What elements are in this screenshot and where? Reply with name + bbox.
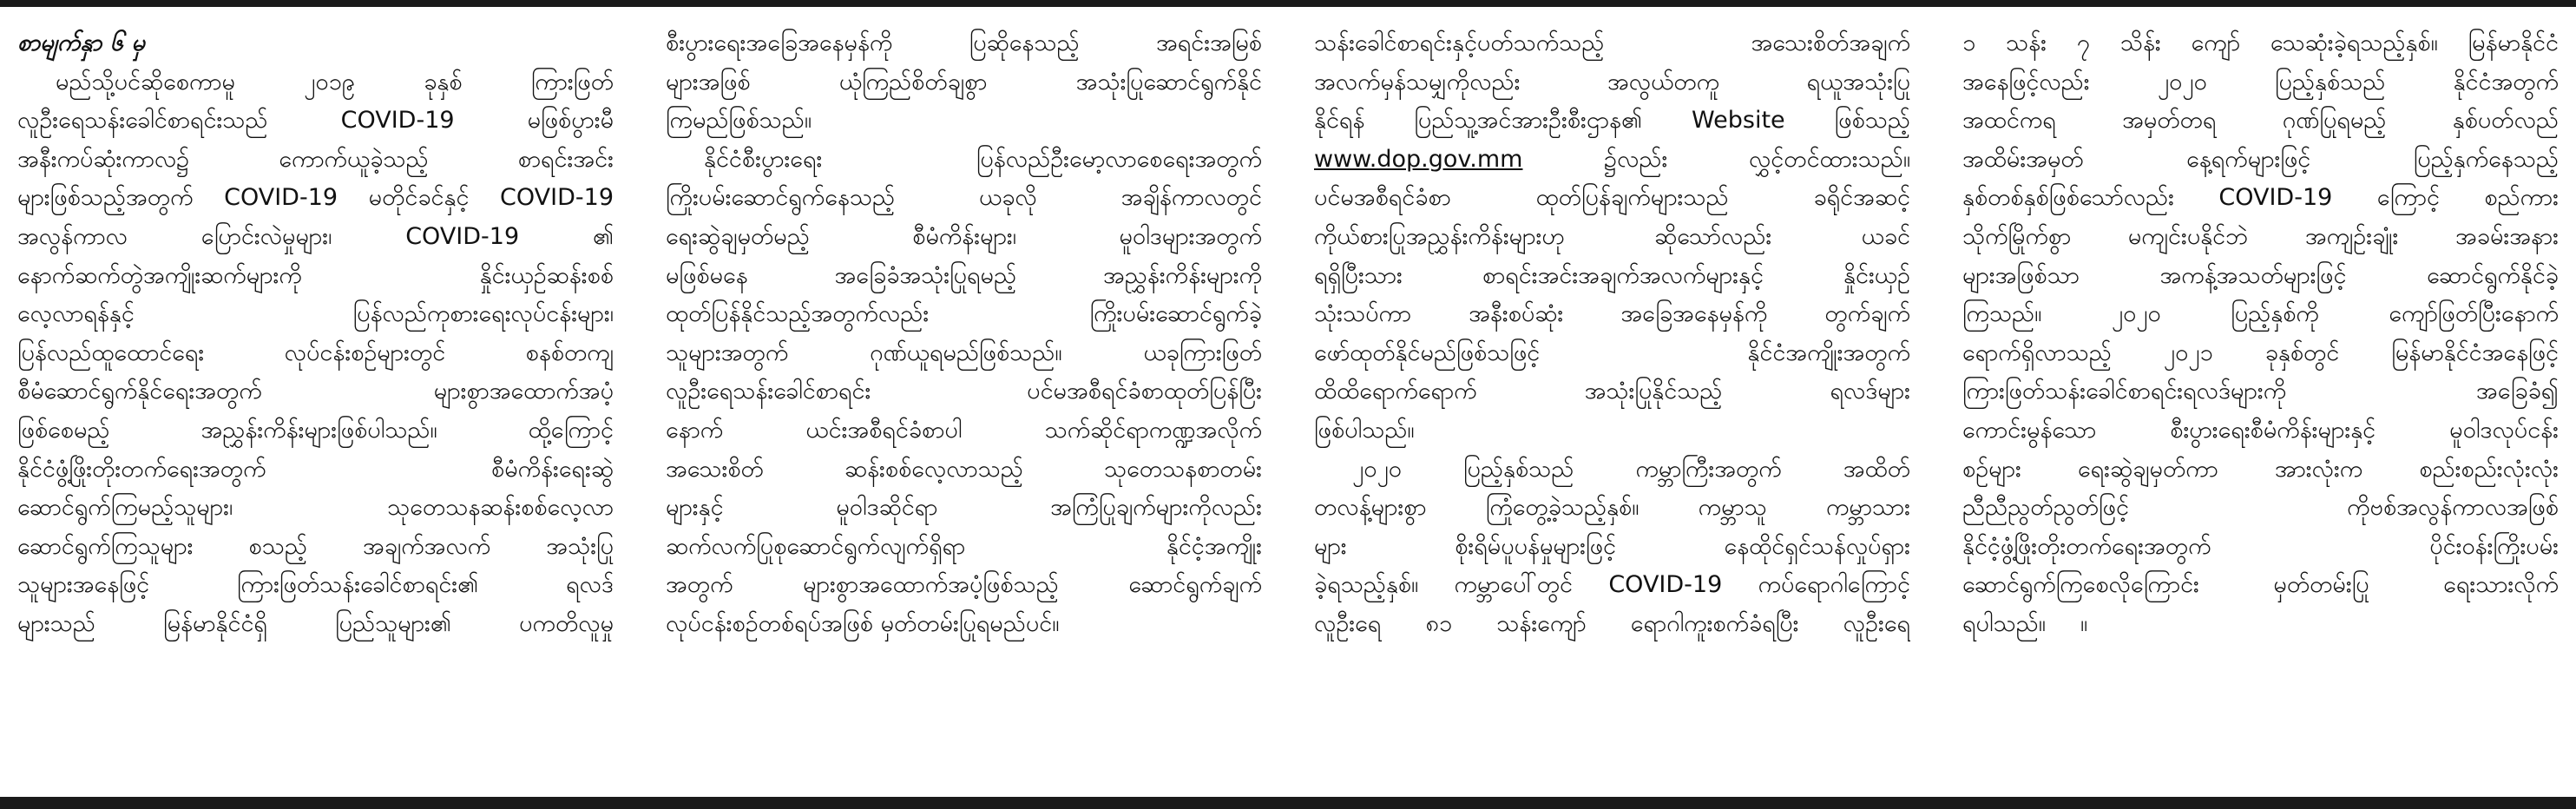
text-line: များသည် မြန်မာနိုင်ငံရှိ ပြည်သူများ၏ ပကတိလူမှု: [17, 609, 614, 637]
text-line: လေ့လာရန်နှင့် ပြန်လည်ကုစားရေးလုပ်ငန်းများ၊: [17, 300, 614, 328]
end-mark: ။: [2080, 609, 2088, 637]
text-line: များ စိုးရိမ်ပူပန်မှုများဖြင့် နေထိုင်ရှင်သန်လှုပ်ရှား: [1314, 532, 1910, 560]
text-line: ကြမည်ဖြစ်သည်။: [666, 107, 812, 135]
text-line: အထင်ကရ အမှတ်တရ ဂုဏ်ပြုရမည့် နှစ်ပတ်လည်: [1962, 107, 2559, 135]
top-rule: [0, 0, 2576, 7]
text-line: ညီညီညွတ်ညွတ်ဖြင့် ကိုဗစ်အလွန်ကာလအဖြစ်: [1962, 494, 2559, 522]
text-line: လူဦးရေ ၈၁ သန်းကျော် ရောဂါကူးစက်ခံရပြီး လူဦးရေ: [1314, 609, 1910, 637]
text-line: နိုင်ငံဖွံ့ဖြိုးတိုးတက်ရေးအတွက် စီမံကိန်းရေးဆွဲ: [17, 455, 614, 483]
text-line: များအဖြစ်သာ အကန့်အသတ်များဖြင့် ဆောင်ရွက်နိုင်ခဲ့: [1962, 261, 2559, 289]
text-line: ရရှိပြီးသား စာရင်းအင်းအချက်အလက်များနှင့် နှိုင်းယှဉ်: [1314, 261, 1910, 289]
text-line: ဖြစ်ပါသည်။: [1314, 416, 1415, 444]
text-line: လုပ်ငန်းစဉ်တစ်ရပ်အဖြစ် မှတ်တမ်းပြုရမည်ပင်။: [666, 609, 1060, 637]
text-line: ကိုယ်စားပြုအညွှန်းကိန်းများဟု ဆိုသော်လည်း ယခင်: [1314, 222, 1910, 250]
text-line: ပင်မအစီရင်ခံစာ ထုတ်ပြန်ချက်များသည် ခရိုင်အဆင့်: [1314, 184, 1910, 212]
text-line: မဖြစ်မနေ အခြေခံအသုံးပြုရမည့် အညွှန်းကိန်းများကို: [666, 261, 1262, 289]
text-line: ၂၀၂၀ ပြည့်နှစ်သည် ကမ္ဘာကြီးအတွက် အထိတ်: [1352, 455, 1910, 483]
text-line: နောက် ယင်းအစီရင်ခံစာပါ သက်ဆိုင်ရာကဏ္ဍအလိုက်: [666, 416, 1262, 444]
text-line: များဖြစ်သည့်အတွက် COVID-19 မတိုင်ခင်နှင့် COVID-19: [17, 184, 614, 212]
text-line: ထုတ်ပြန်နိုင်သည့်အတွက်လည်း ကြိုးပမ်းဆောင်ရွက်ခဲ့: [666, 300, 1262, 328]
text-line: ဆောင်ရွက်ကြသူများ စသည့် အချက်အလက် အသုံးပြု: [17, 532, 614, 560]
text-line: အလက်မှန်သမျှကိုလည်း အလွယ်တကူ ရယူအသုံးပြု: [1314, 68, 1910, 95]
text-line: ကြသည်။ ၂၀၂၀ ပြည့်နှစ်ကို ကျော်ဖြတ်ပြီးနောက်: [1962, 300, 2559, 328]
text-line: ကြိုးပမ်းဆောင်ရွက်နေသည့် ယခုလို အချိန်ကာလတွင်: [666, 184, 1262, 212]
text-line: နိုင်ငံ့ဖွံ့ဖြိုးတိုးတက်ရေးအတွက် ပိုင်းဝန်းကြိုးပမ်း: [1962, 532, 2559, 560]
text-line: သန်းခေါင်စာရင်းနှင့်ပတ်သက်သည့် အသေးစိတ်အချက်: [1314, 30, 1910, 56]
text-line: အနီးကပ်ဆုံးကာလ၌ ကောက်ယူခဲ့သည့် စာရင်းအင်း: [17, 145, 614, 173]
text-line-tail: ၌လည်း လွှင့်တင်ထားသည်။: [1604, 145, 1910, 173]
text-line: ၁ သန်း ၇ သိန်း ကျော် သေဆုံးခဲ့ရသည့်နှစ်။ မြန်မာနိုင်ငံ: [1962, 30, 2559, 56]
continued-from-label: စာမျက်နှာ ၆ မှ: [17, 30, 145, 56]
text-line: အလွန်ကာလ ပြောင်းလဲမှုများ၊ COVID-19 ၏: [17, 222, 614, 250]
text-line: အနေဖြင့်လည်း ၂၀၂၀ ပြည့်နှစ်သည် နိုင်ငံအတွက်: [1962, 68, 2559, 95]
text-line: အထိမ်းအမှတ် နေ့ရက်များဖြင့် ပြည့်နှက်နေသည့်: [1962, 145, 2559, 173]
website-link[interactable]: www.dop.gov.mm: [1314, 145, 1523, 173]
text-line: နိုင်ရန် ပြည်သူ့အင်အားဦးစီးဌာန၏ Website ဖြစ်သည့်: [1314, 107, 1910, 135]
text-line: သိုက်မြိုက်စွာ မကျင်းပနိုင်ဘဲ အကျဉ်းချုံး အခမ်းအနား: [1962, 222, 2559, 250]
text-line: လူဦးရေသန်းခေါင်စာရင်းသည် COVID-19 မဖြစ်ပွားမီ: [17, 107, 614, 135]
website-line: [1314, 141, 1910, 180]
text-line: ကောင်းမွန်သော စီးပွားရေးစီမံကိန်းများနှင့် မူဝါဒလုပ်ငန်း: [1962, 416, 2559, 444]
text-line: ပြန်လည်ထူထောင်ရေး လုပ်ငန်းစဉ်များတွင် စနစ်တကျ: [17, 339, 614, 366]
text-line: အသေးစိတ် ဆန်းစစ်လေ့လာသည့် သုတေသနစာတမ်း: [666, 455, 1262, 483]
text-line: ဖြစ်စေမည့် အညွှန်းကိန်းများဖြစ်ပါသည်။ ထို့ကြောင့်: [17, 416, 614, 444]
text-line: ဖော်ထုတ်နိုင်မည်ဖြစ်သဖြင့် နိုင်ငံအကျိုးအတွက်: [1314, 339, 1910, 366]
text-line: ဆောင်ရွက်ကြစေလိုကြောင်း မှတ်တမ်းပြု ရေးသားလိုက်: [1962, 571, 2559, 599]
article-column-1: [17, 24, 614, 786]
text-line: များနှင့် မူဝါဒဆိုင်ရာ အကြံပြုချက်များကိုလည်း: [666, 494, 1262, 522]
article-column-4: [1962, 24, 2559, 786]
text-line: ရေးဆွဲချမှတ်မည့် စီမံကိန်းများ၊ မူဝါဒများအတွက်: [666, 222, 1262, 250]
text-line: စဉ်များ ရေးဆွဲချမှတ်ကာ အားလုံးက စည်းစည်းလုံးလုံး: [1962, 455, 2559, 483]
text-line: အတွက် များစွာအထောက်အပံ့ဖြစ်သည့် ဆောင်ရွက်ချက်: [666, 571, 1262, 599]
text-line: စီမံဆောင်ရွက်နိုင်ရေးအတွက် များစွာအထောက်အပံ့: [17, 378, 614, 405]
text-line: ထိထိရောက်ရောက် အသုံးပြုနိုင်သည့် ရလဒ်များ: [1314, 378, 1910, 405]
text-line: ခဲ့ရသည့်နှစ်။ ကမ္ဘာပေါ်တွင် COVID-19 ကပ်ရောဂါကြောင့်: [1314, 571, 1910, 599]
text-line: နှစ်တစ်နှစ်ဖြစ်သော်လည်း COVID-19 ကြောင့် စည်ကား: [1962, 184, 2559, 212]
text-line: ရပါသည်။: [1962, 609, 2046, 637]
text-line: လူဦးရေသန်းခေါင်စာရင်း ပင်မအစီရင်ခံစာထုတ်ပြန်ပြီး: [666, 378, 1262, 405]
text-line: နောက်ဆက်တွဲအကျိုးဆက်များကို နှိုင်းယှဉ်ဆန်းစစ်: [17, 261, 614, 289]
text-line: သူများအနေဖြင့် ကြားဖြတ်သန်းခေါင်စာရင်း၏ ရလဒ်: [17, 571, 614, 599]
text-line: စီးပွားရေးအခြေအနေမှန်ကို ပြဆိုနေသည့် အရင်းအမြစ်: [666, 30, 1262, 56]
text-line: ဆောင်ရွက်ကြမည့်သူများ၊ သုတေသနဆန်းစစ်လေ့လာ: [17, 494, 614, 522]
text-line: ဆက်လက်ပြုစုဆောင်ရွက်လျက်ရှိရာ နိုင်ငံ့အကျိုး: [666, 532, 1262, 560]
article-columns: [17, 24, 2559, 786]
text-line: သုံးသပ်ကာ အနီးစပ်ဆုံး အခြေအနေမှန်ကို တွက်ချက်: [1314, 300, 1910, 328]
article-column-2: [666, 24, 1262, 786]
text-line: ကြားဖြတ်သန်းခေါင်စာရင်းရလဒ်များကို အခြေခံ၍: [1962, 378, 2559, 405]
article-column-3: [1314, 24, 1910, 786]
text-line: မည်သို့ပင်ဆိုစေကာမူ ၂၀၁၉ ခုနှစ် ကြားဖြတ်: [56, 68, 614, 95]
closing-line: [1962, 605, 2559, 644]
text-line: ရောက်ရှိလာသည့် ၂၀၂၁ ခုနှစ်တွင် မြန်မာနိုင်ငံအနေဖြင့်: [1962, 339, 2559, 366]
text-line: နိုင်ငံစီးပွားရေး ပြန်လည်ဦးမော့လာစေရေးအတွက်: [704, 145, 1262, 173]
text-line: သူများအတွက် ဂုဏ်ယူရမည်ဖြစ်သည်။ ယခုကြားဖြတ်: [666, 339, 1262, 366]
text-line: တလန့်များစွာ ကြုံတွေ့ခဲ့သည့်နှစ်။ ကမ္ဘာသူ ကမ္ဘာသား: [1314, 494, 1910, 522]
text-line: များအဖြစ် ယုံကြည်စိတ်ချစွာ အသုံးပြုဆောင်ရွက်နိုင်: [666, 68, 1262, 95]
